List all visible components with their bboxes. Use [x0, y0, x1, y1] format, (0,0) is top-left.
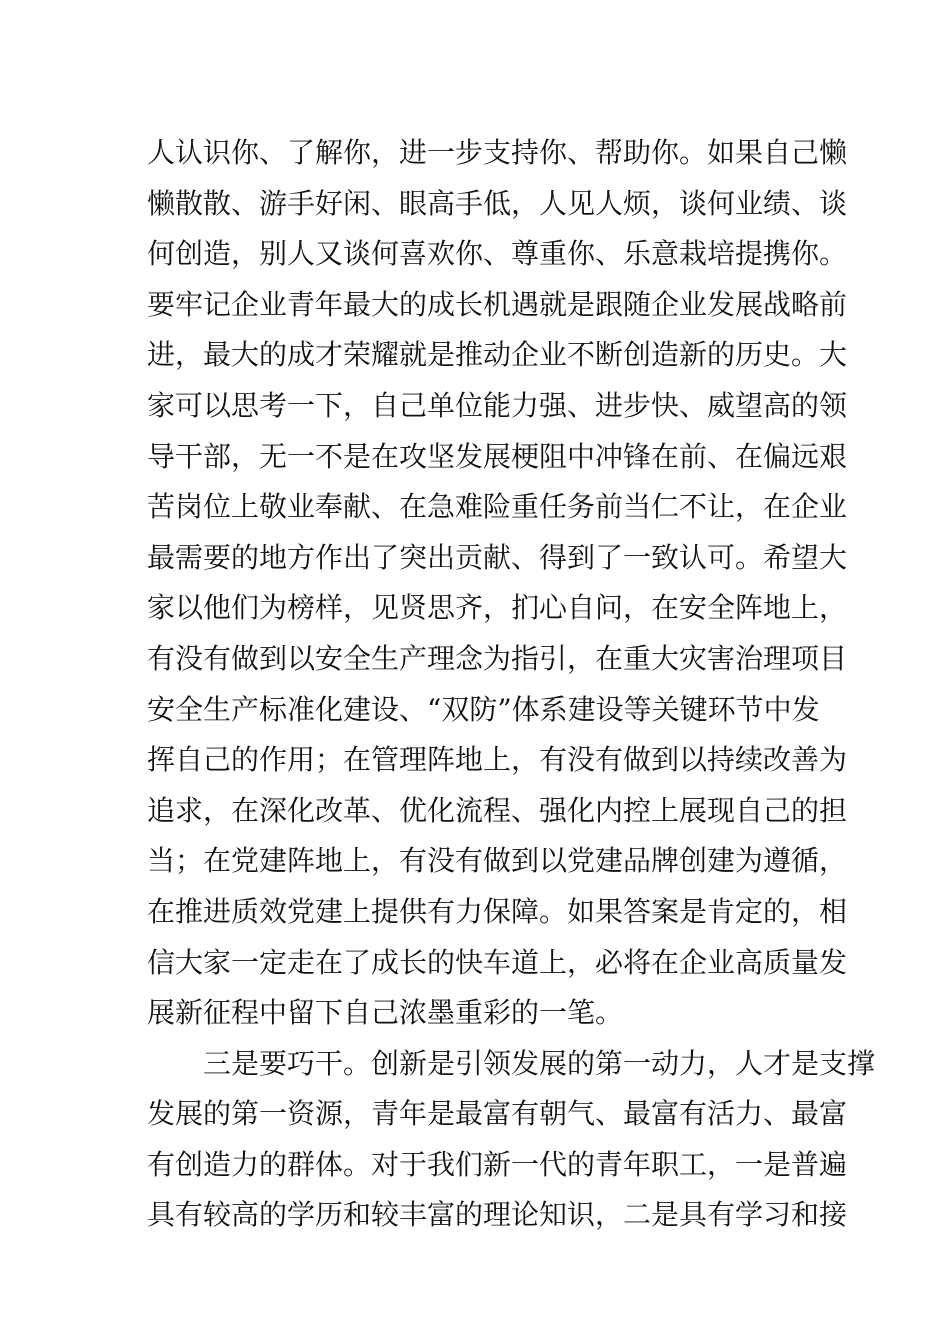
text-line-10: 家以他们为榜样，见贤思齐，扪心自问，在安全阵地上， — [147, 591, 848, 625]
text-line-7: 导干部，无一不是在攻坚发展梗阻中冲锋在前、在偏远艰 — [147, 439, 848, 473]
text-line-16: 在推进质效党建上提供有力保障。如果答案是肯定的，相 — [147, 894, 848, 928]
text-line-11: 有没有做到以安全生产理念为指引，在重大灾害治理项目 — [147, 641, 848, 675]
text-line-12: 安全生产标准化建设、“双防”体系建设等关键环节中发 — [147, 692, 820, 726]
text-line-9: 最需要的地方作出了突出贡献、得到了一致认可。希望大 — [147, 540, 848, 574]
text-line-1: 人认识你、了解你，进一步支持你、帮助你。如果自己懒 — [147, 136, 848, 169]
text-line-20: 发展的第一资源，青年是最富有朝气、最富有活力、最富 — [147, 1097, 848, 1131]
text-line-5: 进，最大的成才荣耀就是推动企业不断创造新的历史。大 — [147, 338, 848, 372]
text-line-21: 有创造力的群体。对于我们新一代的青年职工，一是普遍 — [147, 1147, 848, 1181]
paragraph-start-line: 三是要巧干。创新是引领发展的第一动力，人才是支撑 — [203, 1046, 876, 1080]
text-line-13: 挥自己的作用；在管理阵地上，有没有做到以持续改善为 — [147, 743, 848, 777]
text-line-17: 信大家一定走在了成长的快车道上，必将在企业高质量发 — [147, 945, 848, 979]
text-line-2: 懒散散、游手好闲、眼高手低，人见人烦，谈何业绩、谈 — [147, 186, 848, 220]
text-line-6: 家可以思考一下，自己单位能力强、进步快、威望高的领 — [147, 388, 848, 422]
text-line-14: 追求，在深化改革、优化流程、强化内控上展现自己的担 — [147, 793, 848, 827]
text-line-4: 要牢记企业青年最大的成长机遇就是跟随企业发展战略前 — [147, 287, 848, 321]
text-line-22: 具有较高的学历和较丰富的理论知识，二是具有学习和接 — [147, 1198, 848, 1232]
text-line-3: 何创造，别人又谈何喜欢你、尊重你、乐意栽培提携你。 — [147, 237, 848, 271]
text-line-15: 当；在党建阵地上，有没有做到以党建品牌创建为遵循， — [147, 844, 848, 878]
body-text — [147, 128, 876, 1241]
text-line-18: 展新征程中留下自己浓墨重彩的一笔。 — [147, 996, 624, 1030]
text-line-8: 苦岗位上敬业奉献、在急难险重任务前当仁不让，在企业 — [147, 490, 848, 524]
